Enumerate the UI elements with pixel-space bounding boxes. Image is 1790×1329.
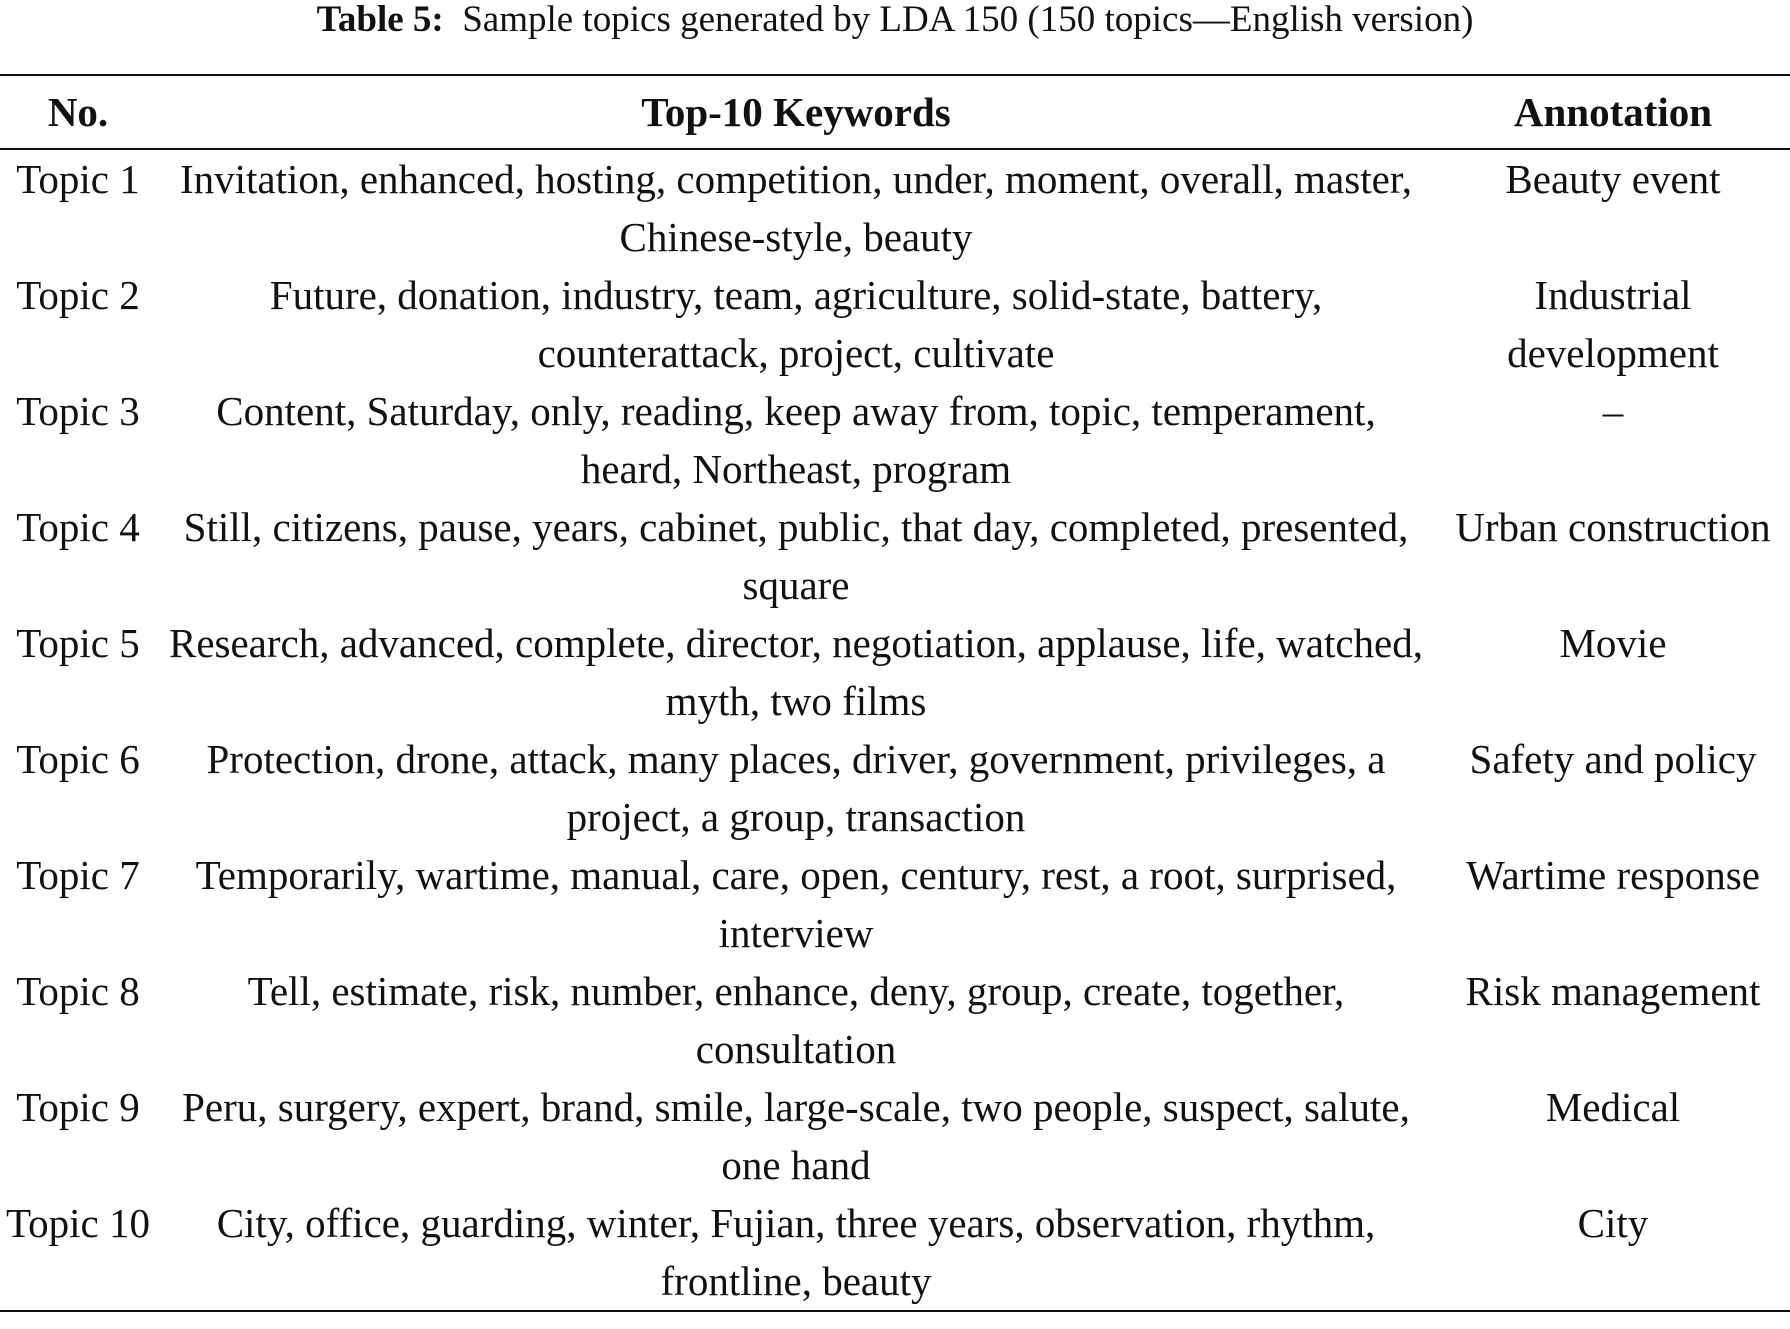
table-caption-label: Table 5:: [316, 0, 444, 40]
table-caption-text: Sample topics generated by LDA 150 (150 topics—English version): [462, 0, 1474, 40]
table-caption: [0, 0, 1790, 40]
keywords-text: Future, donation, industry, team, agriculture, solid-state, battery, counterattack, project, cultivate: [269, 272, 1323, 376]
table-row: [0, 498, 1790, 614]
keywords-text: Tell, estimate, risk, number, enhance, deny, group, create, together, consultation: [247, 968, 1345, 1072]
topics-table: [0, 74, 1790, 1312]
table-row: [0, 149, 1790, 266]
topic-no: Topic 2: [16, 272, 140, 318]
topic-keywords: [156, 846, 1436, 962]
header-keywords: Top-10 Keywords: [156, 75, 1436, 149]
keywords-text: Content, Saturday, only, reading, keep away from, topic, temperament, heard, Northeast, program: [216, 388, 1376, 492]
keywords-text: Still, citizens, pause, years, cabinet, public, that day, completed, presented, square: [183, 504, 1409, 608]
table-row: [0, 962, 1790, 1078]
keywords-text: City, office, guarding, winter, Fujian, three years, observation, rhythm, frontline, beauty: [216, 1200, 1376, 1304]
keywords-text: Peru, surgery, expert, brand, smile, large-scale, two people, suspect, salute, one hand: [182, 1084, 1410, 1188]
header-no: No.: [0, 75, 156, 149]
topic-keywords: [156, 382, 1436, 498]
topic-annotation: Urban construction: [1455, 504, 1771, 550]
topic-keywords: [156, 1194, 1436, 1311]
topic-keywords: [156, 498, 1436, 614]
topic-annotation: Wartime response: [1466, 852, 1760, 898]
table-row: [0, 266, 1790, 382]
topic-no: Topic 3: [16, 388, 140, 434]
topic-no: Topic 9: [16, 1084, 140, 1130]
topic-keywords: [156, 149, 1436, 266]
table-row: [0, 730, 1790, 846]
table-row: [0, 846, 1790, 962]
topic-keywords: [156, 266, 1436, 382]
topic-annotation: Industrial development: [1507, 272, 1719, 376]
keywords-text: Protection, drone, attack, many places, driver, government, privileges, a project, a group, transaction: [206, 736, 1386, 840]
topic-keywords: [156, 962, 1436, 1078]
topic-annotation: Movie: [1559, 620, 1667, 666]
keywords-text: Research, advanced, complete, director, negotiation, applause, life, watched, myth, two films: [168, 620, 1424, 724]
topic-keywords: [156, 614, 1436, 730]
keywords-text: Temporarily, wartime, manual, care, open, century, rest, a root, surprised, interview: [195, 852, 1397, 956]
topic-annotation: City: [1577, 1200, 1649, 1246]
topic-annotation: Safety and policy: [1469, 736, 1757, 782]
topic-no: Topic 8: [16, 968, 140, 1014]
header-annotation: Annotation: [1436, 75, 1790, 149]
topic-no: Topic 4: [16, 504, 140, 550]
table-row: [0, 382, 1790, 498]
table-row: [0, 1078, 1790, 1194]
topic-annotation: –: [1602, 388, 1624, 434]
topic-keywords: [156, 1078, 1436, 1194]
topic-no: Topic 5: [16, 620, 140, 666]
topic-no: Topic 10: [5, 1200, 151, 1246]
topic-no: Topic 7: [16, 852, 140, 898]
table-row: [0, 614, 1790, 730]
keywords-text: Invitation, enhanced, hosting, competition, under, moment, overall, master, Chinese-style, beauty: [179, 156, 1413, 260]
table-row: [0, 1194, 1790, 1311]
topic-annotation: Beauty event: [1505, 156, 1721, 202]
topic-keywords: [156, 730, 1436, 846]
topic-no: Topic 6: [16, 736, 140, 782]
topic-annotation: Medical: [1545, 1084, 1681, 1130]
topic-no: Topic 1: [16, 156, 140, 202]
header-row: [0, 75, 1790, 149]
topic-annotation: Risk management: [1465, 968, 1761, 1014]
